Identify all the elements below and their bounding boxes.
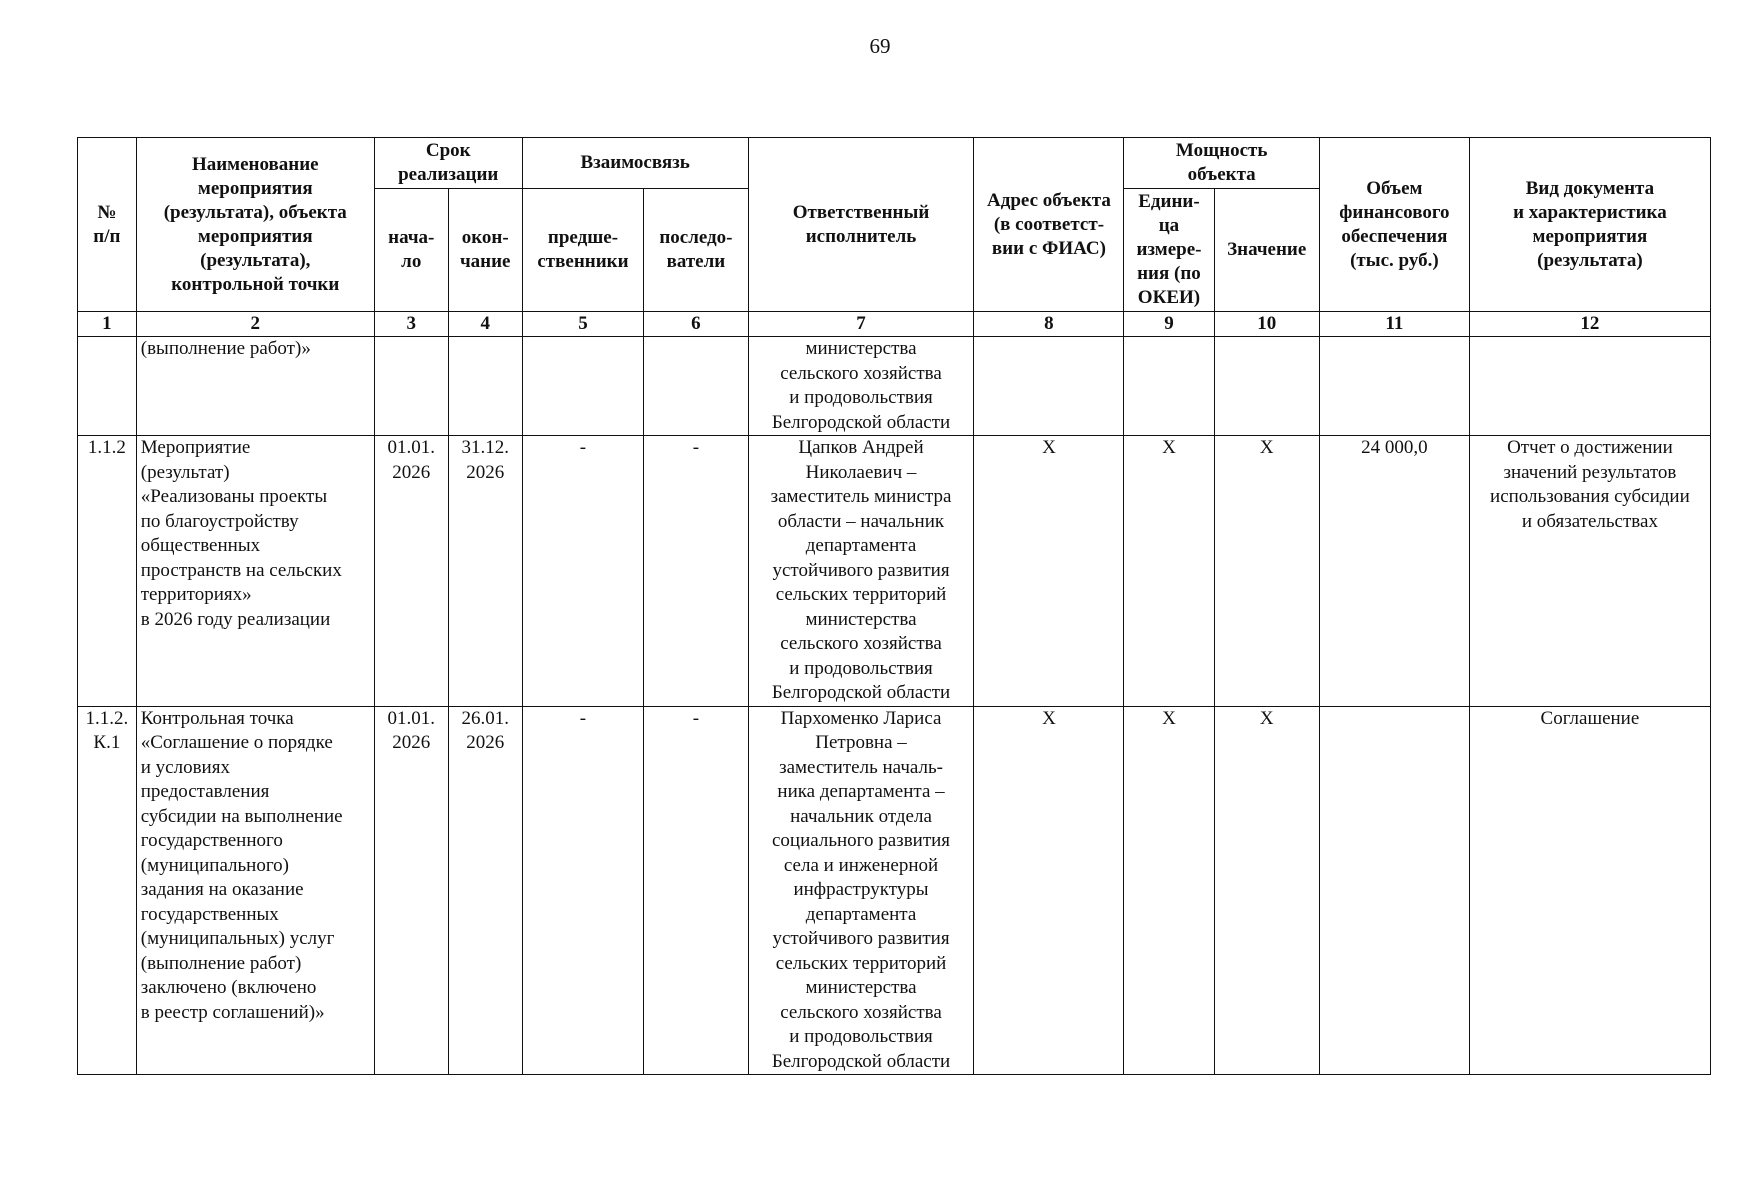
row-predecessors	[522, 337, 644, 436]
column-number: 10	[1214, 312, 1319, 337]
header-value: Значение	[1214, 189, 1319, 312]
table-row	[78, 706, 1711, 1075]
row-unit: Х	[1124, 436, 1214, 707]
column-number: 1	[78, 312, 137, 337]
table-row	[78, 337, 1711, 436]
row-start: 01.01. 2026	[374, 436, 448, 707]
row-predecessors: -	[522, 706, 644, 1075]
header-relation: Взаимосвязь	[522, 138, 748, 189]
header-successors: последо- ватели	[644, 189, 748, 312]
header-term-end: окон- чание	[448, 189, 522, 312]
column-number: 12	[1469, 312, 1710, 337]
row-no: 1.1.2. К.1	[78, 706, 137, 1075]
row-responsible: министерства сельского хозяйства и продовольствия Белгородской области	[748, 337, 974, 436]
table-row	[78, 436, 1711, 707]
row-doc: Соглашение	[1469, 706, 1710, 1075]
row-responsible: Цапков Андрей Николаевич – заместитель министра области – начальник департамента устойчивого развития сельских территорий министерства сельского хозяйства и продовольствия Белгородской области	[748, 436, 974, 707]
row-doc	[1469, 337, 1710, 436]
column-number: 2	[136, 312, 374, 337]
row-finance	[1319, 337, 1469, 436]
row-name: Контрольная точка «Соглашение о порядке и условиях предоставления субсидии на выполнение государственного (муниципального) задания на оказание государственных (муниципальных) услуг (выполнение работ) заключено (включено в реестр соглашений)»	[136, 706, 374, 1075]
page-number: 69	[869, 34, 891, 58]
header-unit: Едини- ца измере- ния (по ОКЕИ)	[1124, 189, 1214, 312]
header-no: № п/п	[78, 138, 137, 312]
row-successors: -	[644, 706, 748, 1075]
row-end: 26.01. 2026	[448, 706, 522, 1075]
header-address: Адрес объекта (в соответст- вии с ФИАС)	[974, 138, 1124, 312]
column-number: 4	[448, 312, 522, 337]
header-responsible: Ответственный исполнитель	[748, 138, 974, 312]
column-number: 5	[522, 312, 644, 337]
row-finance	[1319, 706, 1469, 1075]
row-value: Х	[1214, 436, 1319, 707]
header-name: Наименование мероприятия (результата), объекта мероприятия (результата), контрольной точки	[136, 138, 374, 312]
header-finance: Объем финансового обеспечения (тыс. руб.)	[1319, 138, 1469, 312]
row-name: (выполнение работ)»	[136, 337, 374, 436]
row-predecessors: -	[522, 436, 644, 707]
row-address: Х	[974, 436, 1124, 707]
header-term-start: нача- ло	[374, 189, 448, 312]
row-successors	[644, 337, 748, 436]
header-doc: Вид документа и характеристика мероприятия (результата)	[1469, 138, 1710, 312]
row-name: Мероприятие (результат) «Реализованы проекты по благоустройству общественных пространств на сельских территориях» в 2026 году реализации	[136, 436, 374, 707]
row-doc: Отчет о достижении значений результатов использования субсидии и обязательствах	[1469, 436, 1710, 707]
row-successors: -	[644, 436, 748, 707]
row-unit	[1124, 337, 1214, 436]
column-number: 8	[974, 312, 1124, 337]
column-number-row	[78, 312, 1711, 337]
row-start: 01.01. 2026	[374, 706, 448, 1075]
row-no: 1.1.2	[78, 436, 137, 707]
column-number: 6	[644, 312, 748, 337]
row-end	[448, 337, 522, 436]
column-number: 3	[374, 312, 448, 337]
header-predecessors: предше- ственники	[522, 189, 644, 312]
row-value: Х	[1214, 706, 1319, 1075]
row-address: Х	[974, 706, 1124, 1075]
row-responsible: Пархоменко Лариса Петровна – заместитель началь- ника департамента – начальник отдела социального развития села и инженерной инфраструктуры департамента устойчивого развития сельских территорий министерства сельского хозяйства и продовольствия Белгородской области	[748, 706, 974, 1075]
row-address	[974, 337, 1124, 436]
column-number: 7	[748, 312, 974, 337]
plan-table	[77, 137, 1711, 1075]
header-term: Срок реализации	[374, 138, 522, 189]
column-number: 11	[1319, 312, 1469, 337]
header-capacity: Мощность объекта	[1124, 138, 1320, 189]
column-number: 9	[1124, 312, 1214, 337]
row-finance: 24 000,0	[1319, 436, 1469, 707]
row-no	[78, 337, 137, 436]
row-start	[374, 337, 448, 436]
row-value	[1214, 337, 1319, 436]
row-end: 31.12. 2026	[448, 436, 522, 707]
row-unit: Х	[1124, 706, 1214, 1075]
